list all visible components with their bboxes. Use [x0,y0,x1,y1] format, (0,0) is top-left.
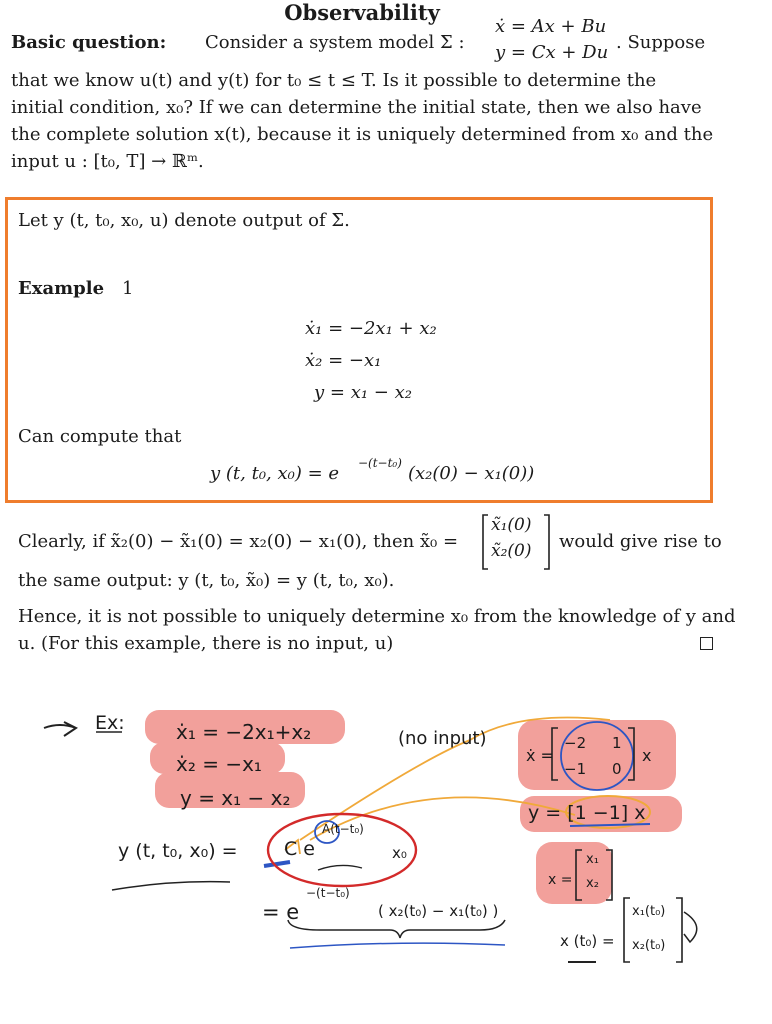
qed-square [700,637,713,650]
page-title: Observability [284,0,440,25]
hw-matrix-a11: −2 [564,734,587,752]
hw-a-exponent: A(t−t₀) [322,822,364,836]
hw-matrix-a12: 1 [612,734,622,752]
hence-line-1: Hence, it is not possible to uniquely determine x₀ from the knowledge of y and [18,606,736,627]
hw-ex-label: Ex: [95,712,125,734]
hw-matrix-a21: −1 [564,760,587,778]
result-lhs: y (t, t₀, x₀) = e [210,463,340,484]
handwriting-strokes [0,690,772,1024]
vector-bottom: x̃₂(0) [491,541,532,561]
basic-question-label: Basic question: [11,32,167,53]
system-eq-1: ẋ = Ax + Bu [495,16,607,37]
hw-no-input: (no input) [398,728,487,749]
hw-system-line-2: ẋ₂ = −x₁ [176,752,262,776]
system-eq-2: y = Cx + Du [495,42,609,63]
basic-question-line4: the complete solution x(t), because it is uniquely determined from x₀ and the [11,124,714,145]
system-line-1: ẋ₁ = −2x₁ + x₂ [305,318,437,339]
result-rhs: (x₂(0) − x₁(0)) [408,463,535,484]
clearly-line: Clearly, if x̃₂(0) − x̃₁(0) = x₂(0) − x₁(0), then x̃₀ = [18,531,459,552]
system-line-2: ẋ₂ = −x₁ [305,350,382,371]
basic-question-line3: initial condition, x₀? If we can determine the initial state, then we also have [11,97,702,118]
hw-x-vec-label: x = [548,872,573,888]
system-line-3: y = x₁ − x₂ [314,382,412,403]
hw-ce: C e [284,838,315,860]
example-number: 1 [122,278,134,299]
hw-eq2-rhs: ( x₂(t₀) − x₁(t₀) ) [378,902,499,920]
hw-x-t0-bottom: x₂(t₀) [632,938,666,953]
basic-question-line2: that we know u(t) and y(t) for t₀ ≤ t ≤ T. Is it possible to determine the [11,70,657,91]
basic-question-line5: input u : [t₀, T] → ℝᵐ. [11,151,204,172]
hw-x0: x₀ [392,844,407,862]
result-exponent: −(t−t₀) [358,456,402,470]
hence-line-2: u. (For this example, there is no input, u) [18,633,394,654]
hw-x-t0-label: x (t₀) = [560,932,615,950]
hw-x-vec-2: x₂ [586,876,599,891]
same-output-line: the same output: y (t, t₀, x̃₀) = y (t, t₀, x₀). [18,570,395,591]
hw-system-line-1: ẋ₁ = −2x₁+x₂ [176,720,312,744]
example-label: Example [18,278,105,299]
hw-matrix-a22: 0 [612,760,622,778]
let-output-line: Let y (t, t₀, x₀, u) denote output of Σ. [18,210,350,231]
hw-output-lhs: y (t, t₀, x₀) = [118,840,238,862]
hw-matrix-x: x [642,746,652,765]
hw-xdot-label: ẋ = [526,746,554,765]
hw-eq2-lhs: = e [262,900,300,924]
basic-question-lead: Consider a system model Σ : [205,32,465,53]
would-give-rise: would give rise to [559,531,722,552]
hw-x-vec-1: x₁ [586,852,599,867]
compute-line: Can compute that [18,426,182,447]
hw-output-eq: y = [1 −1] x [528,802,646,824]
hw-x-t0-top: x₁(t₀) [632,904,666,919]
hw-eq2-exponent: −(t−t₀) [306,886,350,900]
vector-top: x̃₁(0) [491,515,532,535]
basic-question-after: . Suppose [616,32,706,53]
hw-system-line-3: y = x₁ − x₂ [180,786,291,810]
